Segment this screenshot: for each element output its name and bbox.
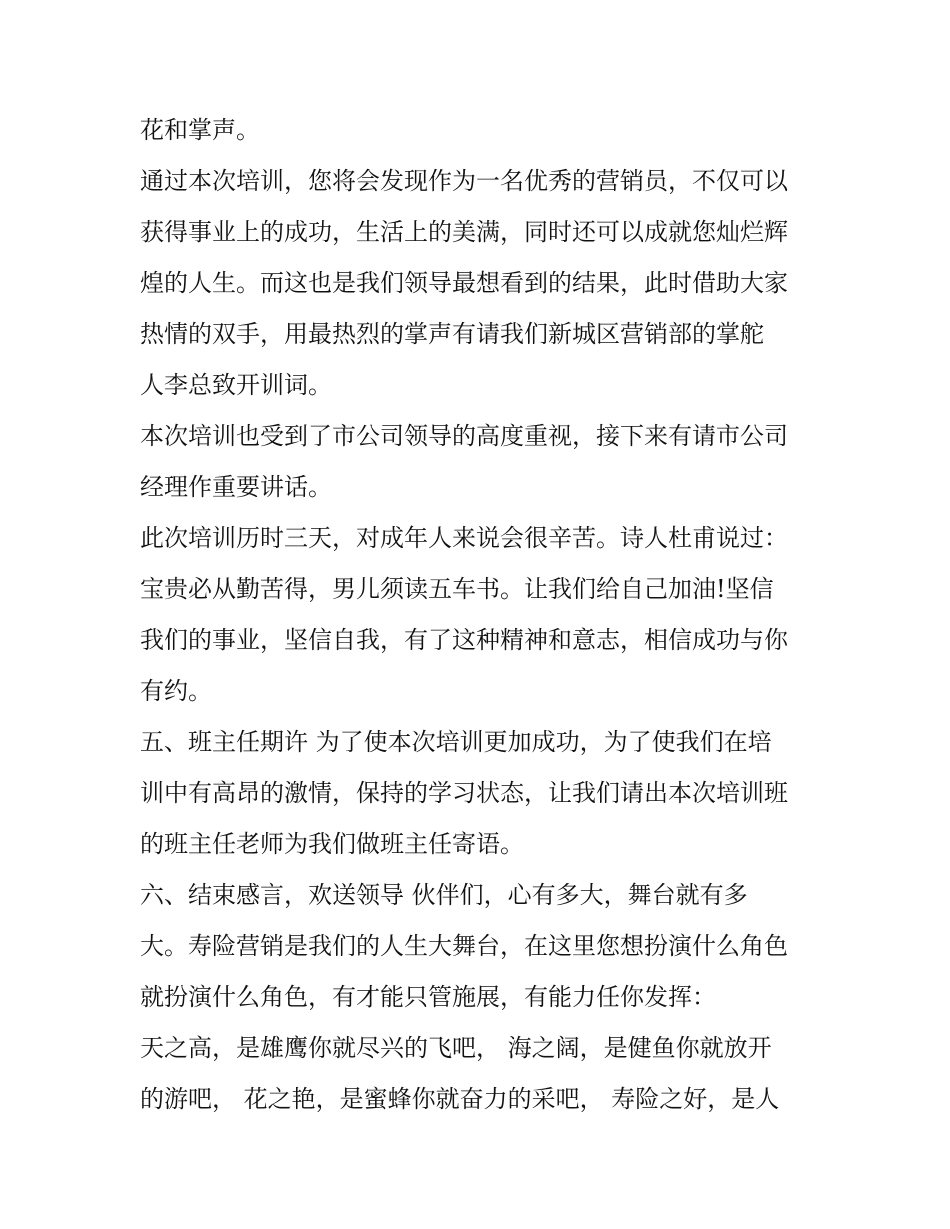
document-body bbox=[140, 108, 820, 1128]
text-line: 经理作重要讲话。 bbox=[140, 473, 332, 501]
text-line: 煌的人生。而这也是我们领导最想看到的结果，此时借助大家 bbox=[140, 269, 788, 297]
text-line: 花和掌声。 bbox=[140, 116, 260, 144]
text-line: 宝贵必从勤苦得，男儿须读五车书。让我们给自己加油!坚信 bbox=[140, 575, 774, 603]
text-line: 的班主任老师为我们做班主任寄语。 bbox=[140, 830, 524, 858]
text-line: 我们的事业，坚信自我，有了这种精神和意志，相信成功与你 bbox=[140, 626, 788, 654]
text-line: 训中有高昂的激情，保持的学习状态，让我们请出本次培训班 bbox=[140, 779, 788, 807]
text-line: 通过本次培训，您将会发现作为一名优秀的营销员，不仅可以 bbox=[140, 167, 788, 195]
text-line: 获得事业上的成功，生活上的美满，同时还可以成就您灿烂辉 bbox=[140, 218, 788, 246]
text-line: 此次培训历时三天，对成年人来说会很辛苦。诗人杜甫说过： bbox=[140, 524, 788, 552]
text-line: 大。寿险营销是我们的人生大舞台，在这里您想扮演什么角色 bbox=[140, 932, 788, 960]
text-line: 本次培训也受到了市公司领导的高度重视，接下来有请市公司 bbox=[140, 422, 788, 450]
text-line: 有约。 bbox=[140, 677, 212, 705]
text-line: 天之高，是雄鹰你就尽兴的飞吧， 海之阔，是健鱼你就放开 bbox=[140, 1034, 772, 1062]
text-line: 五、班主任期许 为了使本次培训更加成功，为了使我们在培 bbox=[140, 728, 772, 756]
text-line: 热情的双手，用最热烈的掌声有请我们新城区营销部的掌舵 bbox=[140, 320, 764, 348]
text-line: 六、结束感言，欢送领导 伙伴们，心有多大，舞台就有多 bbox=[140, 881, 748, 909]
text-line: 就扮演什么角色，有才能只管施展，有能力任你发挥： bbox=[140, 983, 716, 1011]
text-line: 人李总致开训词。 bbox=[140, 371, 332, 399]
text-line: 的游吧， 花之艳，是蜜蜂你就奋力的采吧， 寿险之好，是人 bbox=[140, 1085, 780, 1113]
